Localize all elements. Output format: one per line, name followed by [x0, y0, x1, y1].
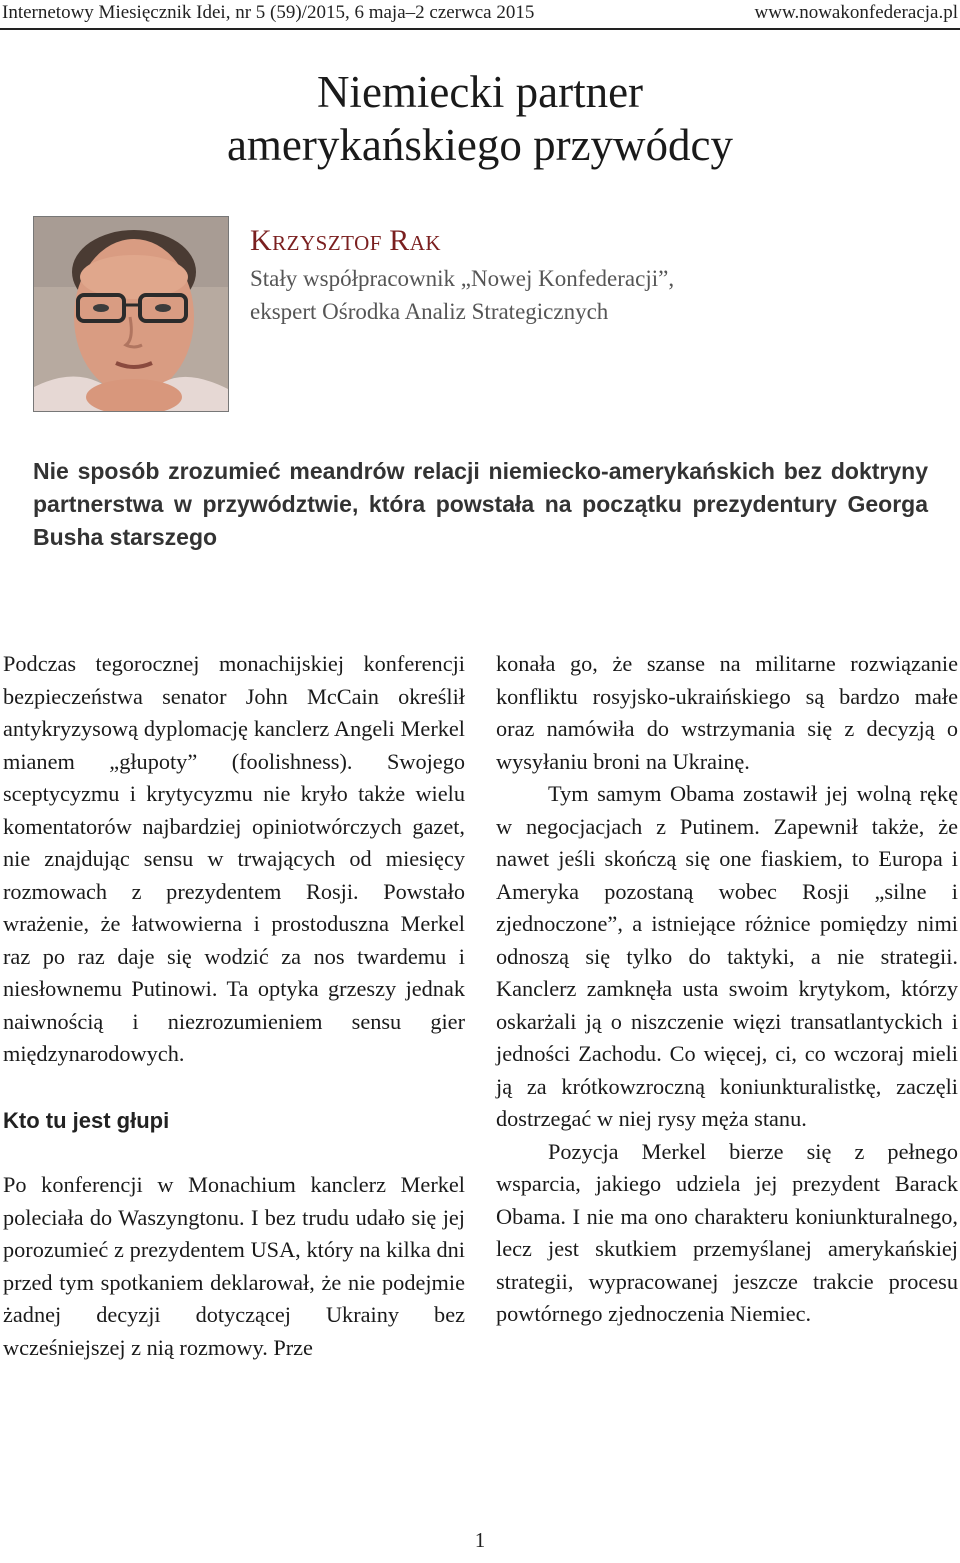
article-title-line-1: Niemiecki partner	[316, 67, 644, 117]
author-photo	[33, 216, 229, 412]
left-column	[3, 648, 465, 1364]
header-divider	[0, 28, 960, 30]
article-title-line-2: amerykańskiego przywódcy	[226, 120, 734, 170]
page-header	[0, 0, 960, 26]
author-desc-line-1: Stały współpracownik „Nowej Konfederacji”,	[250, 266, 675, 291]
website-url[interactable]: www.nowakonfederacja.pl	[754, 2, 958, 23]
author-last-initial: R	[389, 224, 410, 257]
author-description	[250, 262, 870, 328]
author-first-initial: K	[250, 224, 273, 257]
page-number: 1	[474, 1528, 486, 1552]
paragraph: Podczas tegorocznej monachijskiej konferencji bezpieczeństwa senator John McCain określił antykryzysową dyplomację kanclerz Angeli Merkel mianem „głupoty” (foolishness). Swojego sceptycyzmu i krytycyzmu nie kryło także wielu komentatorów najbardziej opiniotwórczych gazet, nie znajdując sensu w trwających od miesięcy rozmowach z prezydentem Rosji. Powstało wrażenie, że łatwowierna i prostoduszna Merkel raz po raz daje się wodzić za nos twardemu i niesłownemu Putinowi. Ta optyka grzeszy jednak naiwnością i niezrozumieniem sensu gier międzynarodowych.	[3, 651, 465, 1066]
paragraph: Pozycja Merkel bierze się z pełnego wsparcia, jakiego udziela jej prezydent Barack Obama. I nie ma ono charakteru koniunkturalnego, lecz jest skutkiem przemyślanej amerykańskiej strategii, wypracowanej jeszcze trakcie procesu powtórnego zjednoczenia Niemiec.	[496, 1138, 958, 1326]
paragraph: Po konferencji w Monachium kanclerz Merkel poleciała do Waszyngtonu. I bez trudu udało się jej porozumieć z prezydentem USA, który na kilka dni przed tym spotkaniem deklarował, że nie podejmie żadnej decyzji dotyczącej Ukrainy bez wcześniejszej z nią rozmowy. Prze	[3, 1172, 465, 1360]
paragraph: konała go, że szanse na militarne rozwiązanie konfliktu rosyjsko-ukraińskiego są bardzo małe oraz namówiła do wstrzymania się z decyzją o wysyłaniu broni na Ukrainę.	[496, 651, 958, 774]
author-first-rest: RZYSZTOF	[272, 231, 382, 255]
right-column	[496, 648, 958, 1331]
author-name	[250, 224, 441, 258]
author-desc-line-2: ekspert Ośrodka Analiz Strategicznych	[250, 299, 609, 324]
article-title	[0, 66, 960, 172]
magazine-issue-line: Internetowy Miesięcznik Idei, nr 5 (59)/2015, 6 maja–2 czerwca 2015	[2, 2, 535, 23]
section-subheading: Kto tu jest głupi	[3, 1107, 170, 1133]
paragraph: Tym samym Obama zostawił jej wolną rękę w negocjacjach z Putinem. Zapewnił także, że nawet jeśli skończą się one fiaskiem, to Europa i Ameryka pozostaną wobec Rosji „silne i zjednoczone”, a istniejące różnice pomiędzy nimi odnoszą się tylko do taktyki, a nie strategii. Kanclerz zamknęła usta swoim krytykom, którzy oskarżali ją o niszczenie więzi transatlantyckich i jedności Zachodu. Co więcej, ci, co wczoraj mieli ją za krótkowzroczną koniunkturalistkę, zaczęli dostrzegać w niej rysy męża stanu.	[496, 781, 958, 1131]
author-last-rest: AK	[409, 231, 442, 255]
author-portrait-illustration	[34, 217, 228, 411]
article-lead: Nie sposób zrozumieć meandrów relacji niemiecko-amerykańskich bez doktryny partnerstwa w przywództwie, która powstała na początku prezydentury Georga Busha starszego	[33, 458, 928, 550]
